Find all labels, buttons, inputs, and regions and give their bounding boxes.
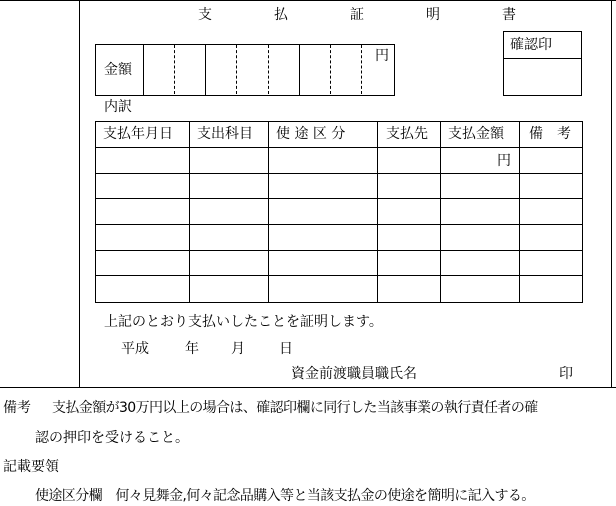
breakdown-label: 内訳 [104,99,132,115]
table-header: 支払年月日 [103,126,173,142]
table-row-line [95,275,582,276]
amount-digit-divider [236,45,237,94]
amount-unit: 円 [375,48,389,64]
table-header: 支出科目 [197,126,253,142]
frame-top-line [0,0,616,1]
table-row-line [95,250,582,251]
amount-digit-divider [330,45,331,94]
amount-label-divider [143,44,144,95]
date-year: 年 [185,341,199,357]
instructions-text: 使途区分欄 何々見舞金,何々記念品購入等と当該支払金の使途を簡明に記入する。 [35,488,535,504]
amount-digit-divider [299,44,300,95]
confirm-seal-label: 確認印 [510,37,552,53]
table-col-line [377,121,378,302]
remarks-label: 備考 [3,400,31,416]
frame-right-line [611,0,612,387]
frame-left-margin-line [79,0,80,387]
table-row-line [95,173,582,174]
table-col-line [189,121,190,302]
table-row-line [95,224,582,225]
amount-digit-divider [361,45,362,94]
table-header: 使 途 区 分 [276,126,346,142]
officer-label: 資金前渡職員職氏名 [291,366,417,382]
remarks-text-line-2: 認の押印を受けること。 [35,430,189,446]
date-day: 日 [279,341,293,357]
amount-digit-divider [268,45,269,94]
amount-box [95,44,395,96]
confirm-seal-divider [503,58,581,59]
table-header: 支払先 [386,126,428,142]
table-col-line [268,121,269,302]
frame-bottom-line [0,387,616,388]
table-header: 備 考 [529,126,571,142]
amount-digit-divider [205,44,206,95]
remarks-text-line-1: 支払金額が30万円以上の場合は、確認印欄に同行した当該事業の執行責任者の確 [52,400,538,416]
certification-text: 上記のとおり支払いしたことを証明します。 [104,314,383,330]
date-month: 月 [231,341,245,357]
table-amount-unit: 円 [497,153,511,169]
table-row-line [95,147,582,148]
table-col-line [519,121,520,302]
instructions-label: 記載要領 [3,459,59,475]
amount-digit-divider [174,45,175,94]
table-row-line [95,198,582,199]
date-era: 平成 [121,341,149,357]
table-col-line [440,121,441,302]
amount-label: 金額 [104,62,132,78]
form-title: 支 払 証 明 書 [198,7,540,23]
table-header: 支払金額 [448,126,504,142]
seal-mark: 印 [559,366,573,382]
